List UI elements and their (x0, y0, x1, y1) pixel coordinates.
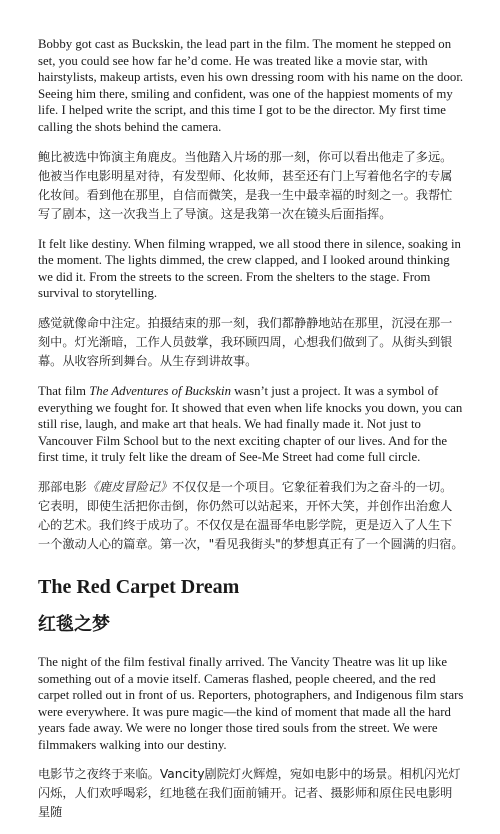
paragraph-en-1: Bobby got cast as Buckskin, the lead part in the film. The moment he stepped on set, you could see how far he’d come. He was treated like a movie star, with hairstylists, makeup artists, even his own dressing room with his name on the door. Seeing him there, smiling and confident, was one of the happiest moments of my life. I helped write the script, and this time I got to be the director. My first time calling the shots behind the camera. (38, 37, 464, 134)
paragraph-zh-3-end: 不仅仅是一个项目。它象征着我们为之奋斗的一切。它表明，即使生活把你击倒，你仍然可以站起来，开怀大笑，并创作出治愈人心的艺术。我们终于成功了。不仅仅是在温哥华电影学院，更是迈入了人生下一个激动人心的篇章。第一次，"看见我街头"的梦想真正有了一个圆满的归宿。 (38, 479, 464, 551)
paragraph-zh-2: 感觉就像命中注定。拍摄结束的那一刻，我们都静静地站在那里，沉浸在那一刻中。灯光渐暗，工作人员鼓掌，我环顾四周，心想我们做到了。从街头到银幕。从收容所到舞台。从生存到讲故事。 (38, 315, 453, 368)
paragraph-zh-3-start: 那部电影 (38, 479, 87, 494)
paragraph-en-4: The night of the film festival finally arrived. The Vancity Theatre was lit up like something out of a movie itself. Cameras flashed, people cheered, and the red carpet rolled out in front of us. Reporters, photographers, and Indigenous film stars were everywhere. It was pure magic—the kind of moment that made all the hard years fade away. We were no longer those tired souls from the street. We were filmmakers walking into our destiny. (38, 654, 464, 752)
paragraph-en-3-end: wasn’t just a project. It was a symbol of everything we fought for. It showed that even when life knocks you down, you can still rise, laugh, and make art that heals. We had finally made it. Not just to Vancouver Film School but to the next exciting chapter of our lives. And for the first time, it truly felt like the dream of See-Me Street had come full circle. (38, 383, 463, 465)
paragraph-zh-3 (38, 478, 464, 554)
paragraph-en-3 (38, 383, 464, 466)
paragraph-en-3-start: That film (38, 383, 90, 398)
paragraph-zh-4: 电影节之夜终于来临。Vancity剧院灯火辉煌，宛如电影中的场景。相机闪光灯闪烁，人们欢呼喝彩，红地毯在我们面前铺开。记者、摄影师和原住民电影明星随 (38, 767, 461, 820)
paragraph-en-2: It felt like destiny. When filming wrapped, we all stood there in silence, soaking in the moment. The lights dimmed, the crew clapped, and I looked around thinking we did it. From the streets to the screen. From the shelters to the stage. From survival to storytelling. (38, 236, 461, 301)
film-title-en: The Adventures of Buckskin (89, 383, 231, 398)
document-page (38, 36, 464, 834)
film-title-zh: 《鹿皮冒险记》 (86, 479, 173, 494)
section-heading-zh: 红毯之梦 (38, 613, 110, 635)
section-heading-en: The Red Carpet Dream (38, 575, 240, 598)
paragraph-zh-1: 鲍比被选中饰演主角鹿皮。当他踏入片场的那一刻，你可以看出他走了多远。他被当作电影明星对待，有发型师、化妆师，甚至还有门上写着他名字的专属化妆间。看到他在那里，自信而微笑，是我一生中最幸福的时刻之一。我帮忙写了剧本，这一次我当上了导演。这是我第一次在镜头后面指挥。 (38, 149, 453, 221)
